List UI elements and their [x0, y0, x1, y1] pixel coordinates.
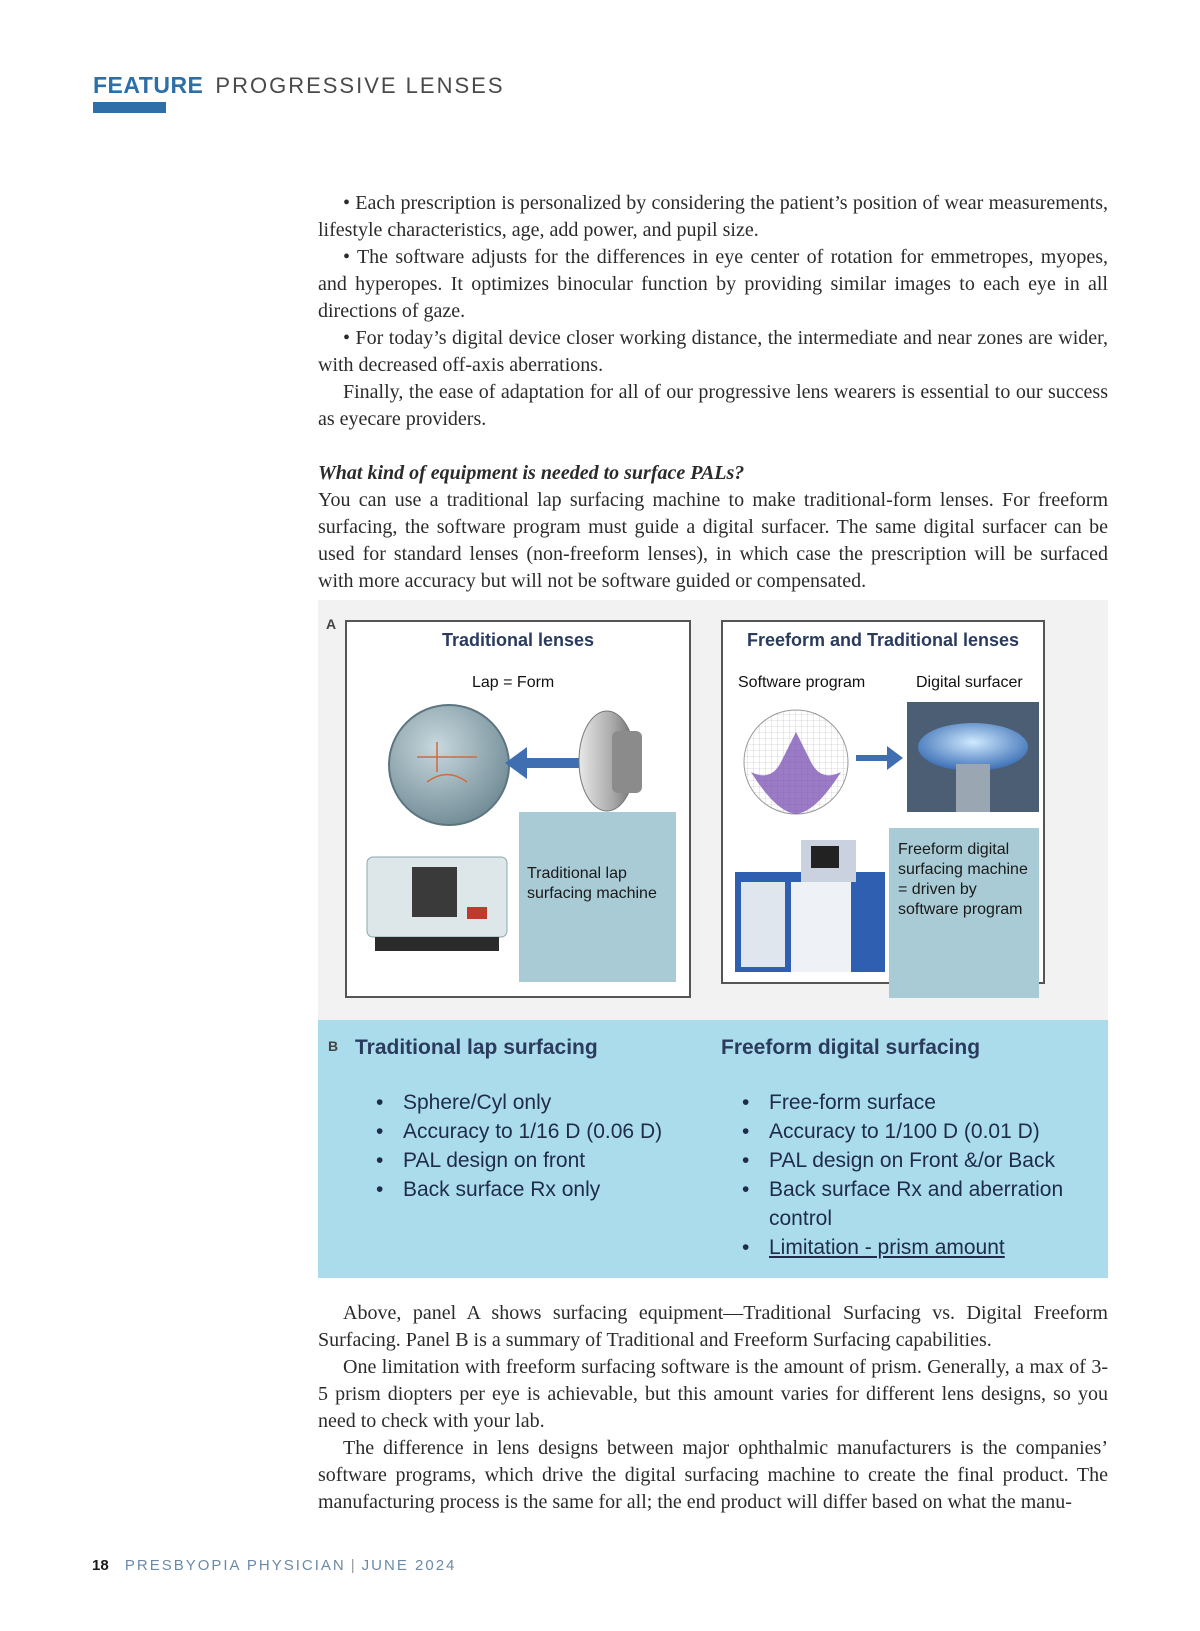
issue-date: JUNE 2024 — [361, 1557, 457, 1574]
lap-machine-label: Traditional lap surfacing machine — [527, 865, 657, 902]
bullet-paragraph: • Each prescription is personalized by considering the patient’s position of wear measurements, lifestyle characteristics, age, add power, and pupil size. — [318, 192, 1108, 241]
spacer — [318, 433, 1108, 460]
body-paragraph: One limitation with freeform surfacing software is the amount of prism. Generally, a max of 3-5 prism diopters per eye is achievable, but this amount varies for different lens designs, so you need to check with your lab. — [318, 1356, 1108, 1432]
answer-paragraph: You can use a traditional lap surfacing machine to make traditional-form lenses. For freeform surfacing, the software program must guide a digital surfacer. The same digital surfacer can be used for standard lenses (non-freeform lenses), in which case the prescription will be surfaced with more accuracy but will not be software guided or compensated. — [318, 489, 1108, 592]
traditional-lenses-title: Traditional lenses — [441, 630, 595, 650]
bullet-paragraph: • For today’s digital device closer working distance, the intermediate and near zones are wider, with decreased off-axis aberrations. — [318, 327, 1108, 376]
page-number: 18 — [92, 1557, 109, 1574]
header-accent-bar — [93, 102, 166, 113]
list-item: • Back surface Rx only — [376, 1175, 696, 1204]
list-item: • Accuracy to 1/16 D (0.06 D) — [376, 1117, 696, 1146]
list-item: • Accuracy to 1/100 D (0.01 D) — [742, 1117, 1082, 1146]
panel-b — [318, 1020, 1108, 1278]
list-item-limitation — [742, 1233, 1082, 1262]
lap-machine-illustration — [357, 837, 517, 967]
freeform-machine-illustration — [731, 832, 891, 982]
list-item: • PAL design on Front &/or Back — [742, 1146, 1082, 1175]
software-surfacer-illustration — [741, 702, 1041, 817]
surfacing-figure — [318, 600, 1108, 1280]
freeform-machine-label: Freeform digital surfacing machine = driven by software program — [898, 841, 1028, 918]
panel-a — [318, 600, 1108, 1020]
list-item: • Back surface Rx and aberration control — [742, 1175, 1082, 1233]
page-header — [93, 72, 505, 99]
subheading-question: What kind of equipment is needed to surface PALs? — [318, 462, 745, 484]
closing-text — [318, 1300, 1108, 1516]
section-title: PROGRESSIVE LENSES — [215, 73, 505, 98]
traditional-column-title: Traditional lap surfacing — [355, 1036, 598, 1059]
list-item: • Sphere/Cyl only — [376, 1088, 696, 1117]
bullet-paragraph: • The software adjusts for the differences in eye center of rotation for emmetropes, myopes, and hyperopes. It optimizes binocular function by providing similar images to each eye in all directions of gaze. — [318, 246, 1108, 322]
freeform-lenses-title: Freeform and Traditional lenses — [746, 630, 1020, 650]
lap-form-caption: Lap = Form — [472, 674, 555, 691]
limitation-text: Limitation - prism amount — [769, 1236, 1005, 1259]
digital-surfacer-caption: Digital surfacer — [916, 674, 1023, 691]
list-item: • Free-form surface — [742, 1088, 1082, 1117]
intro-text — [318, 190, 1108, 595]
page-footer — [92, 1557, 456, 1574]
footer-separator: | — [350, 1557, 357, 1574]
publication-name: PRESBYOPIA PHYSICIAN — [124, 1557, 346, 1574]
freeform-capabilities-list — [742, 1088, 1082, 1262]
body-paragraph: The difference in lens designs between major ophthalmic manufacturers is the companies’ software programs, which drive the digital surfacing machine to create the final product. The manufacturing process is the same for all; the end product will differ based on what the manu- — [318, 1437, 1108, 1513]
panel-a-letter: A — [326, 616, 337, 632]
freeform-column-title: Freeform digital surfacing — [721, 1036, 981, 1059]
body-paragraph: Above, panel A shows surfacing equipment—Traditional Surfacing vs. Digital Freeform Surfacing. Panel B is a summary of Traditional and Freeform Surfacing capabilities. — [318, 1302, 1108, 1351]
freeform-lenses-frame — [721, 620, 1045, 984]
software-program-caption: Software program — [738, 674, 866, 691]
traditional-lenses-frame — [345, 620, 691, 998]
traditional-capabilities-list — [376, 1088, 696, 1204]
panel-b-letter: B — [328, 1038, 339, 1054]
feature-kicker: FEATURE — [93, 72, 204, 98]
list-item: • PAL design on front — [376, 1146, 696, 1175]
body-paragraph: Finally, the ease of adaptation for all of our progressive lens wearers is essential to our success as eyecare providers. — [318, 381, 1108, 430]
lap-lens-illustration — [377, 697, 667, 827]
